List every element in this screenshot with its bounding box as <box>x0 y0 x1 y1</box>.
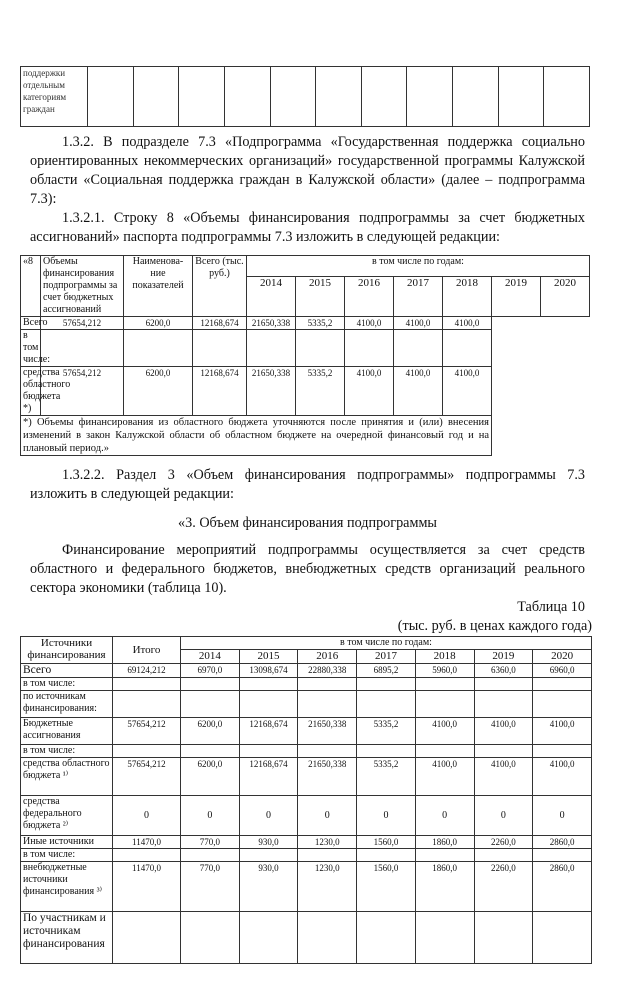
row-value <box>474 678 533 691</box>
top-table-label: поддержки отдельным категориям граждан <box>21 67 88 127</box>
row-value: 4100,0 <box>474 718 533 745</box>
row-value: 21650,338 <box>247 317 296 330</box>
row-value <box>533 745 592 758</box>
row-value: 13098,674 <box>239 664 298 678</box>
row-value <box>181 745 240 758</box>
table-label: Таблица 10 <box>517 599 585 615</box>
row-value <box>357 691 416 718</box>
row-value: 21650,338 <box>298 758 357 796</box>
row-label: Бюджетные ассигнования <box>21 718 113 745</box>
row-total: 0 <box>113 796 181 836</box>
table-row <box>21 718 592 745</box>
row-value <box>345 330 394 367</box>
row-value <box>533 912 592 964</box>
paragraph-1-3-2-1: 1.3.2.1. Строку 8 «Объемы финансирования подпрограммы за счет бюджетных ассигнований» паспорта подпрограммы 7.3 изложить в следующей редакции: <box>30 210 585 245</box>
row-value <box>298 678 357 691</box>
year-header: 2014 <box>247 277 296 317</box>
row-value <box>239 745 298 758</box>
row-value: 4100,0 <box>443 317 492 330</box>
row-value <box>247 330 296 367</box>
row-value: 12168,674 <box>239 758 298 796</box>
row-total: 57654,212 <box>41 317 124 330</box>
row-total <box>113 849 181 862</box>
row-label: Всего <box>21 664 113 678</box>
row-label: в том числе: <box>21 678 113 691</box>
year-header: 2018 <box>415 650 474 664</box>
row-value: 6200,0 <box>181 758 240 796</box>
row-value <box>357 849 416 862</box>
row-value: 1230,0 <box>298 836 357 849</box>
row-value: 4100,0 <box>394 367 443 416</box>
row-label: по источникам финансирования: <box>21 691 113 718</box>
row-value <box>533 849 592 862</box>
row-value: 5335,2 <box>296 367 345 416</box>
row-total: 57654,212 <box>113 718 181 745</box>
row-value <box>298 912 357 964</box>
row-value: 2260,0 <box>474 862 533 912</box>
row-label: средства областного бюджета ¹⁾ <box>21 758 113 796</box>
row-label: в том числе: <box>21 330 41 367</box>
table-row <box>21 317 590 330</box>
row-value: 930,0 <box>239 836 298 849</box>
row-value <box>474 849 533 862</box>
row-value: 0 <box>239 796 298 836</box>
row-value <box>239 691 298 718</box>
row-label: Всего <box>21 317 41 330</box>
row-value: 21650,338 <box>247 367 296 416</box>
table-row <box>21 678 592 691</box>
row-value <box>474 912 533 964</box>
row-value <box>193 330 247 367</box>
row-value: 770,0 <box>181 836 240 849</box>
row-value: 4100,0 <box>474 758 533 796</box>
row-total <box>113 912 181 964</box>
row-value: 1560,0 <box>357 862 416 912</box>
row-value: 22880,338 <box>298 664 357 678</box>
row-value: 2260,0 <box>474 836 533 849</box>
row-value: 6360,0 <box>474 664 533 678</box>
section-text: Финансирование мероприятий подпрограммы осуществляется за счет средств областного и федерального бюджетов, внебюджетных средств организаций реального сектора экономики (таблица 10). <box>30 542 585 596</box>
row-label: средства федерального бюджета ²⁾ <box>21 796 113 836</box>
row-value: 6200,0 <box>181 718 240 745</box>
row-value: 4100,0 <box>415 758 474 796</box>
row-value: 12168,674 <box>193 367 247 416</box>
row-value <box>298 849 357 862</box>
row-value <box>124 330 193 367</box>
row-value <box>239 678 298 691</box>
year-header: 2018 <box>443 277 492 317</box>
row-value: 770,0 <box>181 862 240 912</box>
row-value: 5960,0 <box>415 664 474 678</box>
row-value: 5335,2 <box>296 317 345 330</box>
header-sources: Источники финансирования <box>21 637 113 664</box>
row-number: «8 <box>21 256 41 317</box>
row-value: 6200,0 <box>124 317 193 330</box>
row-total <box>113 691 181 718</box>
table-row <box>21 796 592 836</box>
year-header: 2015 <box>239 650 298 664</box>
row-value <box>443 330 492 367</box>
row-value: 12168,674 <box>193 317 247 330</box>
row-label: По участникам и источникам финансирования <box>21 912 113 964</box>
row-value <box>415 691 474 718</box>
table-row <box>21 862 592 912</box>
footnote-row <box>21 416 590 456</box>
row-value: 4100,0 <box>533 758 592 796</box>
year-header: 2017 <box>394 277 443 317</box>
row-value <box>415 678 474 691</box>
top-table-fragment <box>20 66 590 127</box>
row-value: 1860,0 <box>415 836 474 849</box>
section-title: «3. Объем финансирования подпрограммы <box>178 515 437 531</box>
row-total: 69124,212 <box>113 664 181 678</box>
row-value <box>181 912 240 964</box>
row-value: 4100,0 <box>345 367 394 416</box>
year-header: 2019 <box>492 277 541 317</box>
row-value: 6895,2 <box>357 664 416 678</box>
row-value: 930,0 <box>239 862 298 912</box>
row-name: Объемы финансирования подпрограммы за счет бюджетных ассигнований <box>41 256 124 317</box>
passport-table <box>20 255 590 456</box>
row-value <box>239 912 298 964</box>
row-value <box>239 849 298 862</box>
table-row <box>21 330 590 367</box>
header-total: Итого <box>113 637 181 664</box>
year-header: 2016 <box>298 650 357 664</box>
header-years: в том числе по годам: <box>181 637 592 650</box>
row-total <box>41 330 124 367</box>
row-value: 4100,0 <box>415 718 474 745</box>
row-value: 6960,0 <box>533 664 592 678</box>
row-value: 6970,0 <box>181 664 240 678</box>
row-value <box>474 691 533 718</box>
row-value: 0 <box>181 796 240 836</box>
row-value <box>298 745 357 758</box>
table-10 <box>20 636 592 964</box>
row-label: в том числе: <box>21 849 113 862</box>
row-value: 2860,0 <box>533 862 592 912</box>
row-label: внебюджетные источники финансирования ³⁾ <box>21 862 113 912</box>
row-value: 0 <box>357 796 416 836</box>
header-total: Всего (тыс. руб.) <box>193 256 247 317</box>
row-value <box>415 912 474 964</box>
table-row <box>21 691 592 718</box>
row-label: средства областного бюджета *) <box>21 367 41 416</box>
row-value <box>357 678 416 691</box>
footnote: *) Объемы финансирования из областного бюджета уточняются после принятия и (или) внесения изменений в закон Калужской области об областном бюджете на очередной финансовый год и на плановый период.» <box>21 416 492 456</box>
row-value <box>298 691 357 718</box>
year-header: 2014 <box>181 650 240 664</box>
row-label: Иные источники <box>21 836 113 849</box>
table-row <box>21 849 592 862</box>
row-value: 21650,338 <box>298 718 357 745</box>
row-value: 12168,674 <box>239 718 298 745</box>
year-header: 2020 <box>541 277 590 317</box>
row-value: 5335,2 <box>357 758 416 796</box>
row-value: 0 <box>415 796 474 836</box>
row-value: 0 <box>298 796 357 836</box>
row-value: 0 <box>474 796 533 836</box>
row-value <box>415 849 474 862</box>
row-value: 1560,0 <box>357 836 416 849</box>
row-total: 57654,212 <box>41 367 124 416</box>
row-total: 11470,0 <box>113 836 181 849</box>
table-row <box>21 745 592 758</box>
table-row <box>21 912 592 964</box>
row-value <box>533 691 592 718</box>
row-value: 4100,0 <box>443 367 492 416</box>
row-value: 4100,0 <box>533 718 592 745</box>
row-value: 5335,2 <box>357 718 416 745</box>
row-value <box>181 678 240 691</box>
row-value: 0 <box>533 796 592 836</box>
row-value <box>296 330 345 367</box>
row-value <box>181 849 240 862</box>
year-header: 2020 <box>533 650 592 664</box>
row-label: в том числе: <box>21 745 113 758</box>
year-header: 2016 <box>345 277 394 317</box>
header-name: Наименова-ние показателей <box>124 256 193 317</box>
table-units: (тыс. руб. в ценах каждого года) <box>397 618 592 634</box>
row-total: 11470,0 <box>113 862 181 912</box>
row-value: 4100,0 <box>345 317 394 330</box>
paragraph-1-3-2-2: 1.3.2.2. Раздел 3 «Объем финансирования подпрограммы» подпрограммы 7.3 изложить в следующей редакции: <box>30 467 585 502</box>
row-value: 1860,0 <box>415 862 474 912</box>
paragraph-1-3-2: 1.3.2. В подразделе 7.3 «Подпрограмма «Государственная поддержка социально ориентированных некоммерческих организаций» государственной программы Калужской области «Социальная поддержка граждан в Калужской области» (далее – подпрограмма 7.3): <box>30 134 585 207</box>
row-value: 4100,0 <box>394 317 443 330</box>
row-total: 57654,212 <box>113 758 181 796</box>
row-value: 6200,0 <box>124 367 193 416</box>
row-value <box>394 330 443 367</box>
row-total <box>113 745 181 758</box>
row-value <box>357 912 416 964</box>
row-value: 1230,0 <box>298 862 357 912</box>
row-total <box>113 678 181 691</box>
row-value <box>533 678 592 691</box>
row-value <box>474 745 533 758</box>
year-header: 2017 <box>357 650 416 664</box>
table-row <box>21 664 592 678</box>
row-value <box>415 745 474 758</box>
year-header: 2019 <box>474 650 533 664</box>
year-header: 2015 <box>296 277 345 317</box>
row-value <box>357 745 416 758</box>
header-years: в том числе по годам: <box>247 256 590 277</box>
table-row <box>21 758 592 796</box>
table-row <box>21 836 592 849</box>
row-value: 2860,0 <box>533 836 592 849</box>
row-value <box>181 691 240 718</box>
table-row <box>21 367 590 416</box>
